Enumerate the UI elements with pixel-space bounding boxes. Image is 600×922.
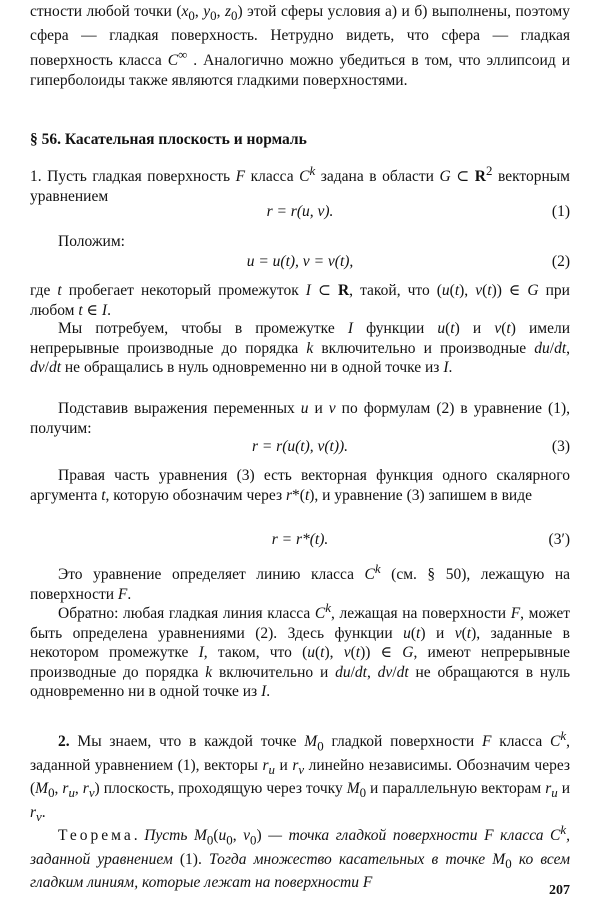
paragraph-1-surface: 1. Пусть гладкая поверхность F класса $C^k$ задана в области G ⊂ $R^2$ векторным уравнением — [30, 163, 570, 205]
equation-2-number: (2) — [551, 253, 570, 270]
equation-3 — [30, 438, 570, 458]
equation-3-prime — [30, 531, 570, 551]
paragraph-polozhim: Положим: — [58, 233, 125, 250]
equation-1 — [30, 203, 570, 223]
equation-3-prime-formula: r = r*(t). — [271, 531, 329, 548]
paragraph-derivatives: Мы потребуем, чтобы в промежутке I функции u(t) и v(t) имели непрерывные производные до порядка k включительно и производные du/dt, dv/dt не обращались в нуль одновременно ни в одной точке из I. — [30, 320, 570, 376]
equation-1-formula: r = r(u, v). — [266, 203, 334, 220]
equation-3-prime-number: (3′) — [548, 531, 570, 548]
equation-1-number: (1) — [551, 203, 570, 220]
paragraph-converse: Обратно: любая гладкая линия класса $C^k$, лежащая на поверхности F, может быть определена уравнениями (2). Здесь функции u(t) и v(t), заданные в некотором промежутке I, таком, что (u(t), v(t)) ∈ G, имеют непрерывные производные до порядка k включительно и du/dt, dv/dt не обращаются в нуль одновременно ни в одной точке из I. — [30, 600, 571, 701]
paragraph-right-side: Правая часть уравнения (3) есть векторная функция одного скалярного аргумента t, которую обозначим через r*(t), и уравнение (3) запишем в виде — [30, 467, 570, 504]
equation-3-number: (3) — [551, 438, 570, 455]
equation-2-formula: u = u(t), v = v(t), — [246, 253, 354, 270]
paragraph-substitution: Подставив выражения переменных u и v по формулам (2) в уравнение (1), получим: — [30, 400, 571, 437]
paragraph-2-tangent-vectors: 2. Мы знаем, что в каждой точке $M_0$ гладкой поверхности F класса $C^k$, заданной уравнением (1), векторы $r_u$ и $r_v$ линейно независимы. Обозначим через ($M_0$, $r_u$, $r_v$) плоскость, проходящую через точку $M_0$ и параллельную векторам $r_u$ и $r_v$. — [30, 728, 571, 825]
page-number: 207 — [549, 883, 570, 898]
paragraph-sphere-smoothness: стности любой точки ($x_0$, $y_0$, $z_0$) этой сферы условия а) и б) выполнены, поэтому сфера — гладкая поверхность. Нетрудно видеть, что сфера — гладкая поверхность класса C∞ . Аналогично можно убедиться в том, что эллипсоид и гиперболоиды также являются гладкими поверхностями. — [30, 3, 571, 89]
paragraph-theorem: Теорема. Пусть $M_0(u_0$, $v_0$) — точка гладкой поверхности F класса $C^k$, заданной уравнением (1). Тогда множество касательных в точке $M_0$ ко всем гладким линиям, которые лежат на поверхности F — [30, 822, 570, 892]
equation-2 — [30, 253, 570, 273]
paragraph-line-class: Это уравнение определяет линию класса $C^k$ (см. § 50), лежащую на поверхности F. — [30, 561, 570, 603]
section-title: § 56. Касательная плоскость и нормаль — [30, 131, 307, 148]
paragraph-parameter-t: где t пробегает некоторый промежуток I ⊂ R, такой, что (u(t), v(t)) ∈ G при любом t ∈ I. — [30, 282, 570, 319]
equation-3-formula: r = r(u(t), v(t)). — [251, 438, 349, 455]
